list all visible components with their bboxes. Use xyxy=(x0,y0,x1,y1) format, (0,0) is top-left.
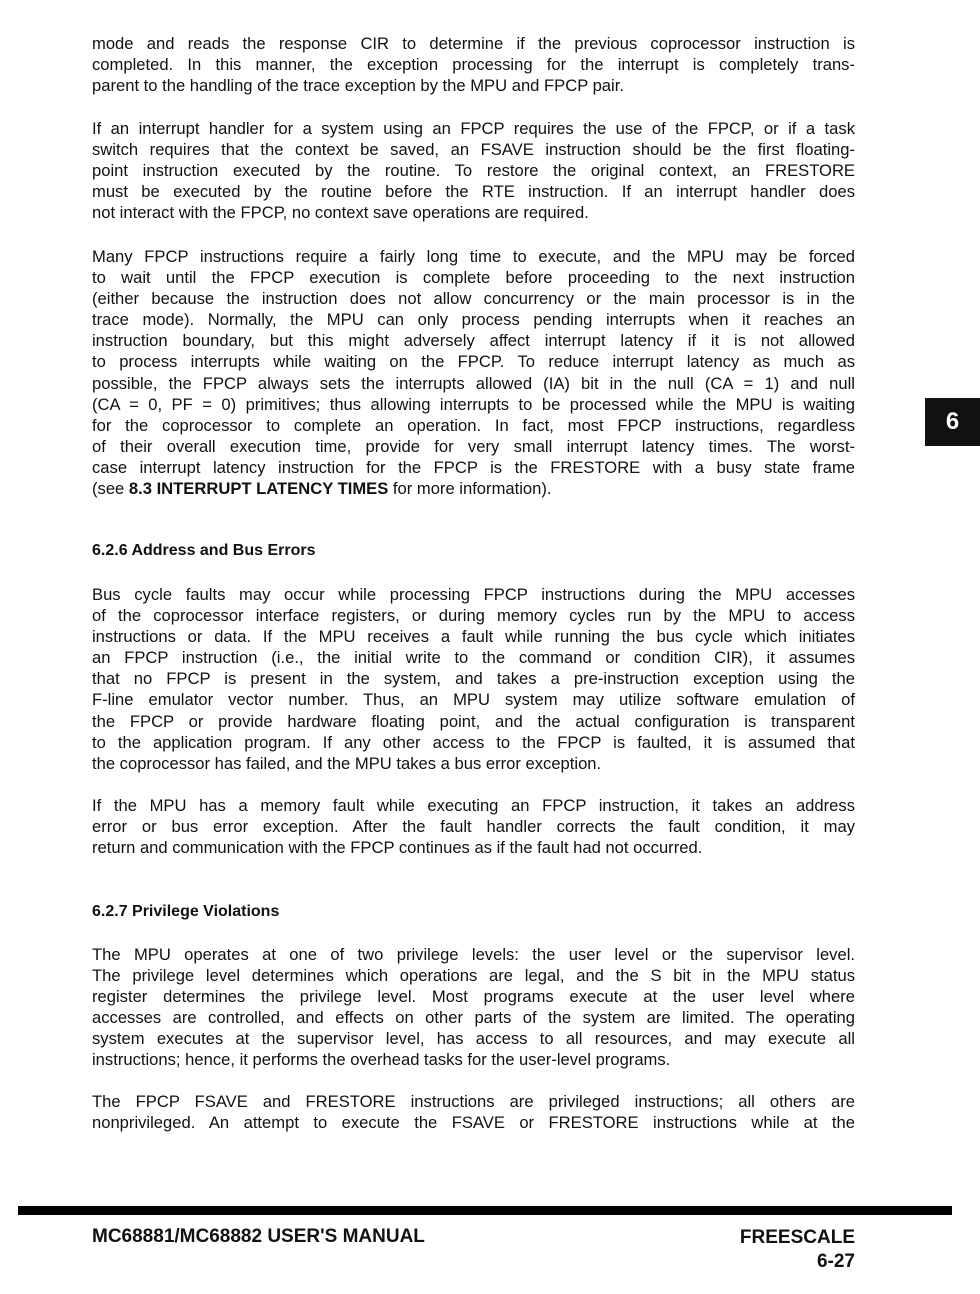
footer-rule xyxy=(18,1206,952,1215)
text-line: an FPCP instruction (i.e., the initial write to the command or condition CIR), it assumes xyxy=(92,648,855,668)
text-line: instruction boundary, but this might adversely affect interrupt latency if it is not allowed xyxy=(92,331,855,351)
text-line: Many FPCP instructions require a fairly long time to execute, and the MPU may be forced xyxy=(92,247,855,266)
text-line: for the coprocessor to complete an operation. In fact, most FPCP instructions, regardless xyxy=(92,415,855,435)
text-line: mode and reads the response CIR to determine if the previous coprocessor instruction is xyxy=(92,34,855,53)
text-line: system executes at the supervisor level, has access to all resources, and may execute all xyxy=(92,1029,855,1049)
footer-right xyxy=(740,1226,855,1274)
text-line: register determines the privilege level. Most programs execute at the user level where xyxy=(92,987,855,1007)
text-line: must be executed by the routine before the RTE instruction. If an interrupt handler does xyxy=(92,182,855,202)
text-line: trace mode). Normally, the MPU can only process pending interrupts when it reaches an xyxy=(92,310,855,330)
text: for more information). xyxy=(388,479,552,499)
text-line: of the coprocessor interface registers, or during memory cycles run by the MPU to access xyxy=(92,606,855,626)
paragraph-7 xyxy=(92,1091,855,1133)
cross-reference: 8.3 INTERRUPT LATENCY TIMES xyxy=(128,479,389,499)
text-line: to the application program. If any other access to the FPCP is faulted, it is assumed that xyxy=(92,732,855,752)
chapter-tab: 6 xyxy=(925,398,980,446)
footer-brand: FREESCALE xyxy=(739,1227,855,1248)
text-line: nonprivileged. An attempt to execute the FSAVE or FRESTORE instructions while at the xyxy=(92,1113,855,1133)
paragraph-3-last-line xyxy=(92,478,855,499)
paragraph-3 xyxy=(92,246,855,499)
text-line: The MPU operates at one of two privilege levels: the user level or the supervisor level. xyxy=(92,945,855,964)
text-line: If the MPU has a memory fault while executing an FPCP instruction, it takes an address xyxy=(92,796,855,815)
footer-title: MC68881/MC68882 USER'S MANUAL xyxy=(92,1226,425,1247)
text-line: error or bus error exception. After the fault handler corrects the fault condition, it may xyxy=(92,817,855,837)
section-heading-6-2-6: 6.2.6 Address and Bus Errors xyxy=(92,542,316,559)
text-line: If an interrupt handler for a system using an FPCP requires the use of the FPCP, or if a task xyxy=(92,119,855,138)
paragraph-5 xyxy=(92,795,855,858)
text-line: the FPCP or provide hardware floating point, and the actual configuration is transparent xyxy=(92,711,855,731)
text-line: completed. In this manner, the exception processing for the interrupt is completely trans- xyxy=(92,55,855,75)
paragraph-6 xyxy=(92,944,855,1071)
text-line: accesses are controlled, and effects on other parts of the system are limited. The operating xyxy=(92,1008,855,1028)
text-line: parent to the handling of the trace exception by the MPU and FPCP pair. xyxy=(92,76,624,96)
text-line: The privilege level determines which operations are legal, and the S bit in the MPU status xyxy=(92,966,855,986)
paragraph-4 xyxy=(92,584,855,774)
text-line: The FPCP FSAVE and FRESTORE instructions are privileged instructions; all others are xyxy=(92,1092,855,1111)
text-line: not interact with the FPCP, no context save operations are required. xyxy=(92,203,589,223)
text-line: to process interrupts while waiting on the FPCP. To reduce interrupt latency as much as xyxy=(92,352,855,372)
text-line: the coprocessor has failed, and the MPU takes a bus error exception. xyxy=(92,753,602,773)
section-heading-6-2-7: 6.2.7 Privilege Violations xyxy=(92,903,280,920)
text-line: Bus cycle faults may occur while processing FPCP instructions during the MPU accesses xyxy=(92,585,855,604)
text-line: instructions or data. If the MPU receives a fault while running the bus cycle which initiates xyxy=(92,627,855,647)
text-line: case interrupt latency instruction for the FPCP is the FRESTORE with a busy state frame xyxy=(92,457,855,477)
text-line: F-line emulator vector number. Thus, an MPU system may utilize software emulation of xyxy=(92,690,855,710)
text-line: of their overall execution time, provide for very small interrupt latency times. The worst- xyxy=(92,436,855,456)
text-line: to wait until the FPCP execution is complete before proceeding to the next instruction xyxy=(92,268,855,288)
text: (see xyxy=(92,479,129,499)
text-line: switch requires that the context be saved, an FSAVE instruction should be the first floating- xyxy=(92,140,855,160)
text-line: possible, the FPCP always sets the interrupts allowed (IA) bit in the null (CA = 1) and null xyxy=(92,373,855,393)
text-line: that no FPCP is present in the system, and takes a pre-instruction exception using the xyxy=(92,669,855,689)
paragraph-2 xyxy=(92,118,855,223)
text-line: (CA = 0, PF = 0) primitives; thus allowing interrupts to be processed while the MPU is waiting xyxy=(92,394,855,414)
page-number: 6-27 xyxy=(816,1251,855,1272)
paragraph-1 xyxy=(92,33,855,96)
text-line: return and communication with the FPCP continues as if the fault had not occurred. xyxy=(92,838,703,858)
text-line: point instruction executed by the routine. To restore the original context, an FRESTORE xyxy=(92,161,855,181)
text-line: (either because the instruction does not allow concurrency or the main processor is in the xyxy=(92,289,855,309)
text-line: instructions; hence, it performs the overhead tasks for the user-level programs. xyxy=(92,1050,671,1070)
